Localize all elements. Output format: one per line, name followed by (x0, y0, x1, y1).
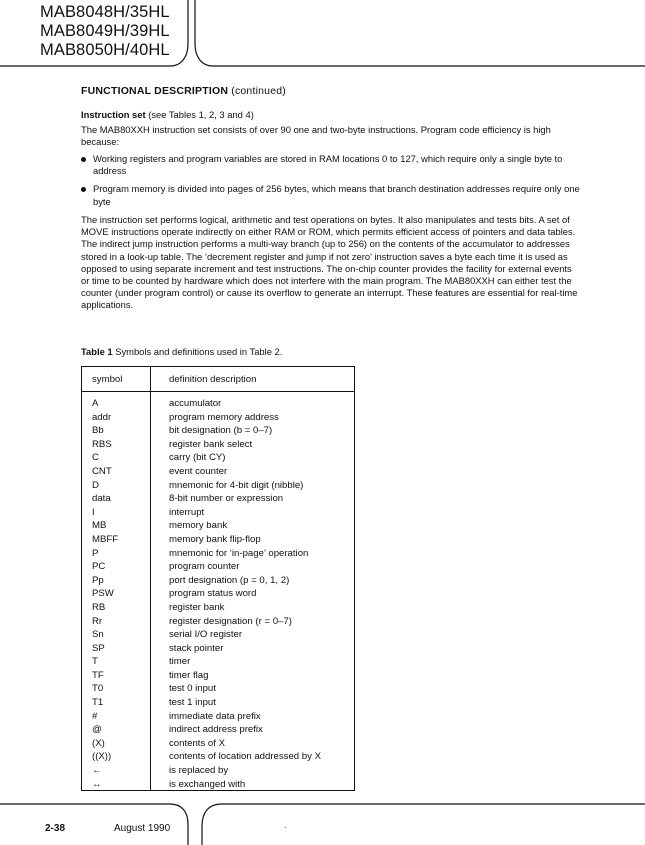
table-row (82, 601, 354, 615)
symbol-cell: I (92, 506, 95, 518)
table-caption (81, 346, 282, 357)
definition-cell: register bank select (169, 438, 253, 450)
symbol-cell: TF (92, 669, 104, 681)
bullet-icon (81, 157, 86, 162)
intro-paragraph: The MAB80XXH instruction set consists of over 90 one and two-byte instructions. Program code efficiency is high because: (81, 124, 551, 148)
table-row (82, 642, 354, 656)
table-row (82, 723, 354, 737)
symbol-cell: ((X)) (92, 751, 112, 763)
definition-cell: program counter (169, 561, 240, 573)
symbol-cell: SP (92, 642, 105, 654)
definition-cell: timer (169, 656, 191, 668)
symbol-cell: P (92, 547, 99, 559)
symbol-cell: data (92, 493, 111, 505)
definition-cell: carry (bit CY) (169, 452, 226, 464)
symbol-cell: T (92, 656, 98, 668)
table-body (82, 397, 354, 791)
symbol-cell: T0 (92, 683, 104, 695)
symbol-cell: RBS (92, 438, 112, 450)
definition-cell: interrupt (169, 506, 205, 518)
table-row (82, 628, 354, 642)
table-row (82, 479, 354, 493)
definition-cell: port designation (p = 0, 1, 2) (169, 574, 290, 586)
definition-cell: contents of X (169, 737, 225, 749)
table-row (82, 778, 354, 792)
symbol-cell: @ (92, 724, 102, 736)
definition-cell: mnemonic for ‘in-page’ operation (169, 547, 309, 559)
definition-cell: accumulator (169, 398, 222, 409)
table-row (82, 682, 354, 696)
table-row (82, 615, 354, 629)
page-number: 2-38 (45, 823, 66, 834)
definition-cell: is replaced by (169, 765, 229, 777)
definition-cell: memory bank flip-flop (169, 533, 261, 545)
definition-cell: test 1 input (169, 697, 216, 709)
table-row (82, 424, 354, 438)
symbol-cell: Sn (92, 629, 104, 641)
table-row (82, 533, 354, 547)
table-row (82, 411, 354, 425)
symbol-cell: Pp (92, 574, 104, 586)
symbol-cell: MB (92, 520, 107, 532)
symbol-cell: CNT (92, 465, 112, 477)
body-paragraph: The instruction set performs logical, arithmetic and test operations on bytes. It also manipulates and tests bits. A set of MOVE instructions operate indirectly on either RAM or ROM, which permits efficient access of pointers and data tables. The indirect jump instruction performs a multi-way branch (up to 256) on the contents of the accumulator to addresses stored in a look-up table. The ‘decrement register and jump if not zero’ instruction saves a byte each time it is used as opposed to using separate increment and test instructions. The on-chip counter provides the facility for external events or time to be counted by hardware which does not interfere with the main program. The MAB80XXH can either test the counter (under program control) or cause its overflow to generate an interrupt. These features are essential for real-time applications. (81, 214, 578, 311)
definition-cell: register bank (169, 601, 225, 613)
definition-cell: serial I/O register (169, 629, 243, 641)
symbol-cell: PSW (92, 588, 114, 600)
table-header-definition: definition description (169, 374, 257, 385)
table-row (82, 764, 354, 778)
table-row (82, 710, 354, 724)
section-title: FUNCTIONAL DESCRIPTION (81, 85, 229, 97)
bullet-icon (81, 187, 86, 192)
bullet-text: Program memory is divided into pages of 256 bytes, which means that branch destination addresses require only one byte (93, 183, 580, 207)
table-row (82, 560, 354, 574)
symbol-cell: PC (92, 561, 106, 573)
symbol-cell: # (92, 710, 98, 722)
subsection-ref: (see Tables 1, 2, 3 and 4) (148, 109, 254, 120)
document-title (40, 3, 170, 60)
definition-cell: program status word (169, 588, 257, 600)
table-row (82, 696, 354, 710)
table-row (82, 750, 354, 764)
symbol-cell: Bb (92, 425, 104, 437)
table-row (82, 574, 354, 588)
footer-date: August 1990 (114, 823, 171, 834)
symbol-cell: addr (92, 411, 112, 423)
table-row (82, 451, 354, 465)
definition-cell: stack pointer (169, 642, 224, 654)
symbol-cell: MBFF (92, 533, 119, 545)
table-row (82, 465, 354, 479)
table-row (82, 547, 354, 561)
section-heading (81, 85, 286, 97)
definition-cell: event counter (169, 465, 228, 477)
symbol-cell: T1 (92, 697, 104, 709)
title-line: MAB8048H/35HL (40, 3, 170, 21)
definition-cell: test 0 input (169, 683, 216, 695)
table-caption-label: Table 1 (81, 346, 113, 357)
table-row (82, 438, 354, 452)
subsection-heading (81, 109, 254, 120)
definition-cell: is exchanged with (169, 778, 246, 790)
table-header-divider (82, 391, 354, 392)
definition-cell: indirect address prefix (169, 724, 263, 736)
symbol-cell: ↔ (92, 778, 102, 790)
definition-cell: contents of location addressed by X (169, 751, 321, 763)
table-caption-text: Symbols and definitions used in Table 2. (115, 346, 283, 357)
header-right-rule (195, 0, 645, 66)
symbol-cell: D (92, 479, 99, 491)
definition-cell: program memory address (169, 411, 279, 423)
symbol-cell: A (92, 398, 99, 409)
table-header-symbol: symbol (92, 374, 123, 385)
section-suffix: (continued) (231, 85, 286, 97)
definition-cell: 8-bit number or expression (169, 493, 284, 505)
title-line: MAB8049H/39HL (40, 22, 170, 40)
table-row (82, 737, 354, 751)
table-row (82, 492, 354, 506)
list-item (81, 153, 581, 177)
bullet-list (81, 153, 581, 214)
table-row (82, 519, 354, 533)
list-item (81, 183, 581, 207)
symbol-cell: C (92, 452, 99, 464)
table-row (82, 397, 354, 411)
definition-cell: mnemonic for 4-bit digit (nibble) (169, 479, 304, 491)
title-line: MAB8050H/40HL (40, 41, 170, 59)
definition-cell: register designation (r = 0–7) (169, 615, 292, 627)
table-row (82, 506, 354, 520)
symbol-cell: Rr (92, 615, 103, 627)
footer-mark: . (284, 820, 287, 831)
definition-cell: timer flag (169, 669, 209, 681)
bullet-text: Working registers and program variables are stored in RAM locations 0 to 127, which require only a single byte to address (93, 153, 563, 177)
footer-right-rule (202, 804, 645, 845)
table-row (82, 655, 354, 669)
symbol-cell: (X) (92, 737, 105, 749)
symbol-cell: ← (92, 765, 102, 777)
table-row (82, 587, 354, 601)
definition-cell: memory bank (169, 520, 228, 532)
definition-cell: immediate data prefix (169, 710, 261, 722)
table-row (82, 669, 354, 683)
symbol-cell: RB (92, 601, 106, 613)
symbols-table (81, 366, 355, 791)
definition-cell: bit designation (b = 0–7) (169, 425, 273, 437)
subsection-title: Instruction set (81, 109, 146, 120)
